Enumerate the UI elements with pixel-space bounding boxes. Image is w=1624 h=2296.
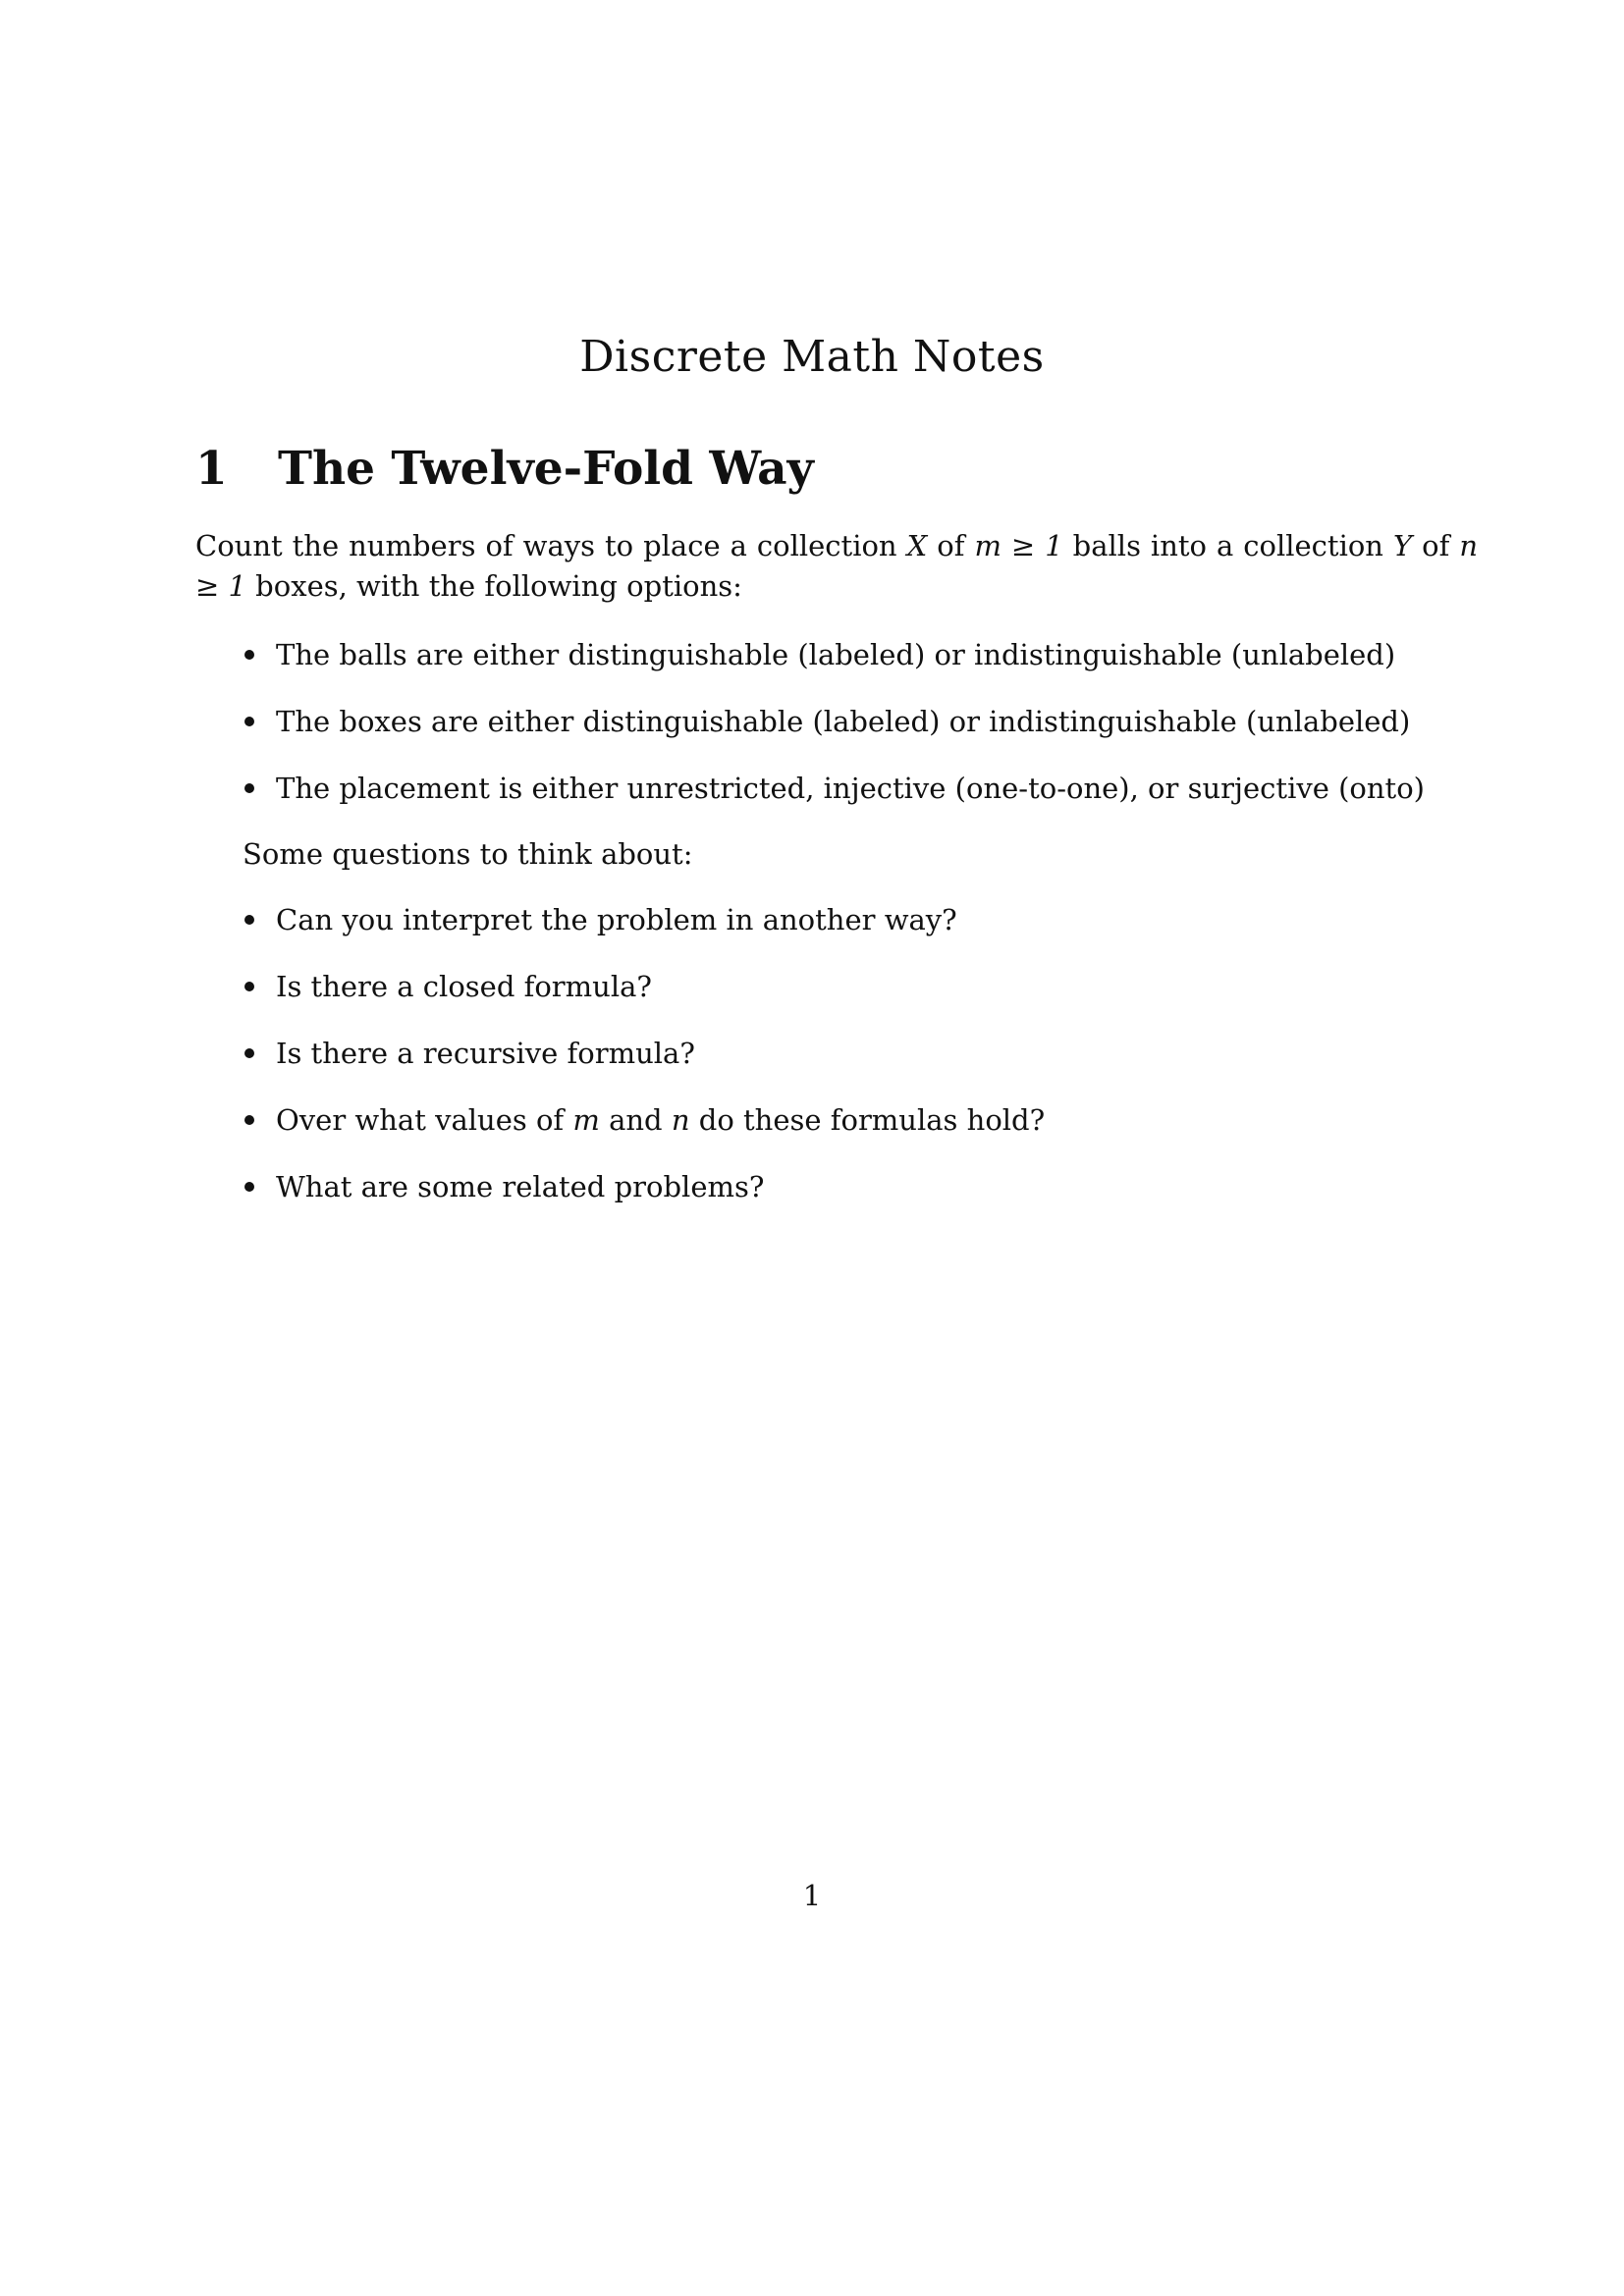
question-text: and bbox=[599, 1103, 672, 1137]
bullet-icon bbox=[244, 650, 254, 660]
document-title: Discrete Math Notes bbox=[579, 332, 1045, 382]
section-title: The Twelve-Fold Way bbox=[278, 442, 814, 496]
list-item bbox=[243, 702, 1480, 769]
list-item bbox=[243, 1034, 1480, 1100]
bullet-icon bbox=[244, 1182, 254, 1192]
bullet-icon bbox=[244, 783, 254, 793]
intro-paragraph bbox=[195, 526, 1478, 607]
question-text: Over what values of bbox=[276, 1103, 573, 1137]
math-variable-m: m bbox=[572, 1103, 600, 1137]
options-list bbox=[243, 635, 1480, 835]
bullet-icon bbox=[244, 1048, 254, 1058]
question-text: Is there a closed formula? bbox=[276, 970, 652, 1003]
question-text: Is there a recursive formula? bbox=[276, 1037, 695, 1070]
bullet-icon bbox=[244, 915, 254, 925]
bullet-icon bbox=[244, 717, 254, 726]
intro-text: of bbox=[927, 529, 975, 562]
page-number: 1 bbox=[802, 1879, 822, 1912]
question-text: What are some related problems? bbox=[276, 1170, 765, 1203]
option-text: The balls are either distinguishable (labeled) or indistinguishable (unlabeled) bbox=[276, 638, 1396, 671]
math-condition-n: n ≥ 1 bbox=[195, 529, 1478, 603]
question-text: Can you interpret the problem in another way? bbox=[276, 903, 957, 936]
list-item bbox=[243, 769, 1480, 835]
list-item bbox=[243, 635, 1480, 702]
bullet-icon bbox=[244, 982, 254, 991]
bullet-icon bbox=[244, 1115, 254, 1125]
intro-text: of bbox=[1412, 529, 1460, 562]
option-text: The boxes are either distinguishable (labeled) or indistinguishable (unlabeled) bbox=[276, 705, 1411, 738]
math-condition-m: m ≥ 1 bbox=[974, 529, 1063, 562]
list-item bbox=[243, 900, 1480, 967]
math-variable-x: X bbox=[906, 529, 928, 562]
section-heading bbox=[195, 442, 814, 496]
questions-list bbox=[243, 900, 1480, 1234]
intro-text: boxes, with the following options: bbox=[245, 569, 742, 603]
math-variable-y: Y bbox=[1392, 529, 1413, 562]
list-item bbox=[243, 967, 1480, 1034]
question-text: do these formulas hold? bbox=[689, 1103, 1046, 1137]
option-text: The placement is either unrestricted, injective (one-to-one), or surjective (onto) bbox=[276, 772, 1425, 805]
math-variable-n: n bbox=[671, 1103, 690, 1137]
section-number: 1 bbox=[195, 442, 228, 496]
intro-text: Count the numbers of ways to place a collection bbox=[195, 529, 907, 562]
intro-text: balls into a collection bbox=[1062, 529, 1393, 562]
list-item bbox=[243, 1100, 1480, 1167]
list-item bbox=[243, 1167, 1480, 1234]
questions-lead: Some questions to think about: bbox=[243, 837, 693, 871]
